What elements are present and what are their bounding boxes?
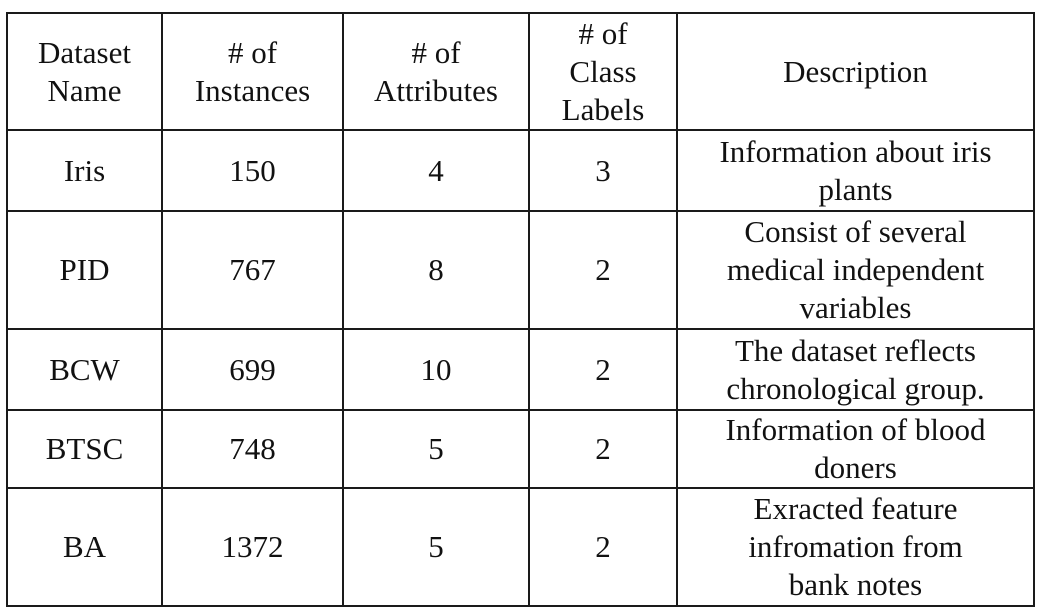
table-header-row — [7, 13, 1034, 130]
cell-description: Exracted feature infromation from bank notes — [677, 488, 1034, 606]
cell-attributes: 5 — [343, 488, 529, 606]
datasets-table — [6, 12, 1035, 607]
cell-instances: 1372 — [162, 488, 343, 606]
cell-class-labels: 3 — [529, 130, 677, 211]
header-instances: # of Instances — [162, 13, 343, 130]
table-row — [7, 211, 1034, 329]
cell-class-labels: 2 — [529, 410, 677, 488]
cell-dataset-name: Iris — [7, 130, 162, 211]
cell-description: Information of blood doners — [677, 410, 1034, 488]
cell-instances: 748 — [162, 410, 343, 488]
cell-attributes: 10 — [343, 329, 529, 410]
cell-dataset-name: BTSC — [7, 410, 162, 488]
cell-class-labels: 2 — [529, 211, 677, 329]
header-dataset-name: Dataset Name — [7, 13, 162, 130]
cell-attributes: 5 — [343, 410, 529, 488]
cell-description: Information about iris plants — [677, 130, 1034, 211]
table-row — [7, 130, 1034, 211]
cell-attributes: 4 — [343, 130, 529, 211]
cell-dataset-name: PID — [7, 211, 162, 329]
cell-class-labels: 2 — [529, 329, 677, 410]
cell-instances: 150 — [162, 130, 343, 211]
cell-instances: 699 — [162, 329, 343, 410]
cell-instances: 767 — [162, 211, 343, 329]
cell-description: The dataset reflects chronological group. — [677, 329, 1034, 410]
cell-dataset-name: BCW — [7, 329, 162, 410]
table-row — [7, 488, 1034, 606]
header-class-labels: # of Class Labels — [529, 13, 677, 130]
table-wrapper — [6, 12, 1035, 607]
cell-attributes: 8 — [343, 211, 529, 329]
header-description: Description — [677, 13, 1034, 130]
cell-dataset-name: BA — [7, 488, 162, 606]
table-row — [7, 329, 1034, 410]
header-attributes: # of Attributes — [343, 13, 529, 130]
cell-class-labels: 2 — [529, 488, 677, 606]
cell-description: Consist of several medical independent variables — [677, 211, 1034, 329]
table-row — [7, 410, 1034, 488]
